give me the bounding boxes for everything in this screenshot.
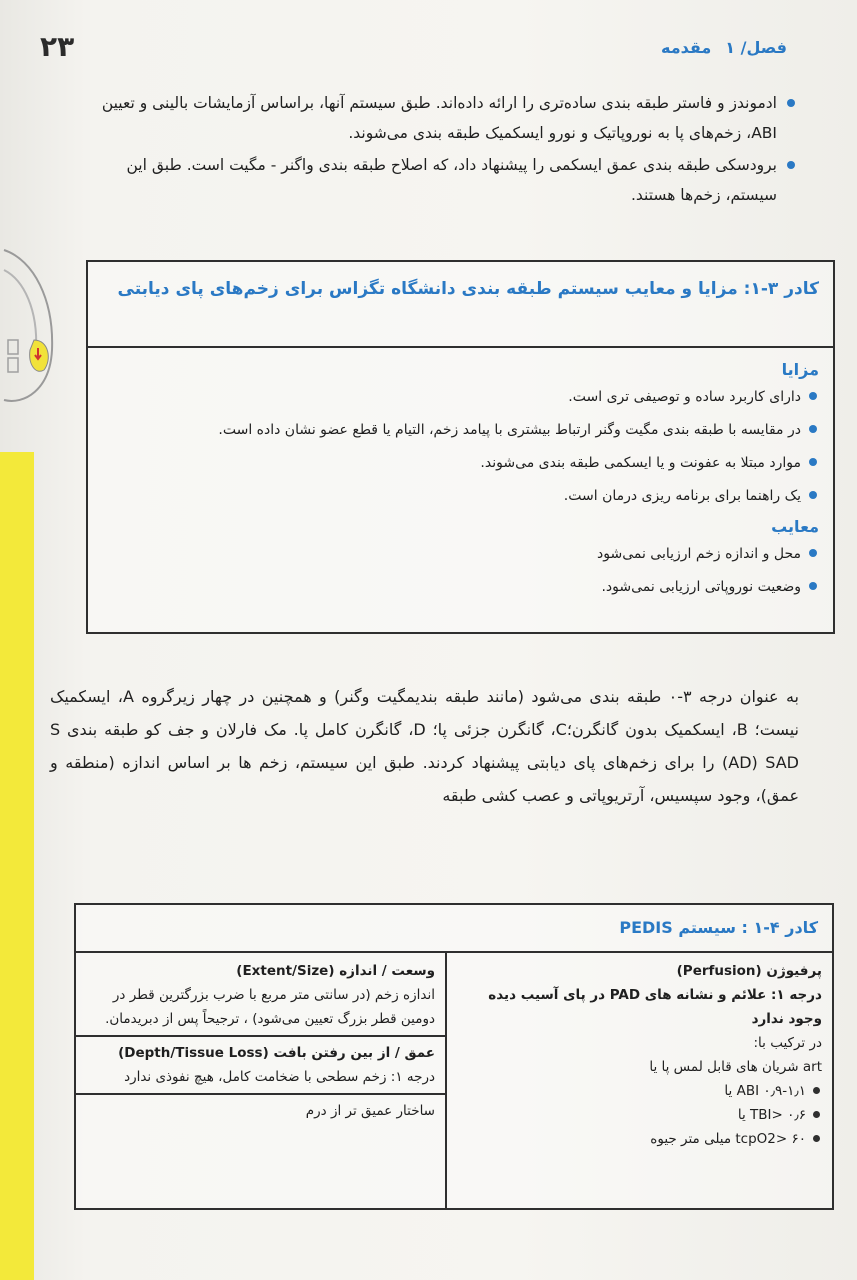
- bullet-brodsky: برودسکی طبقه بندی عمق ایسکمی را پیشنهاد داد، که اصلاح طبقه بندی واگنر - مگیت است. طبق این سیستم، زخم‌ها هستند.: [78, 150, 797, 210]
- extent-text: اندازه زخم (در سانتی متر مربع با ضرب بزرگترین قطر در دومین قطر بزرگ تعیین می‌شود) ، ترجیحاً پس از دبریدمان.: [105, 987, 435, 1027]
- combo-label: در ترکیب با:: [753, 1035, 822, 1051]
- advantages-list: [102, 381, 819, 513]
- box2-title: کادر ۴-۱ : سیستم PEDIS: [76, 905, 832, 953]
- page-header: [40, 30, 787, 64]
- box-pedis: [74, 903, 834, 1210]
- intro-bullets: [78, 88, 797, 212]
- list-item: یک راهنما برای برنامه ریزی درمان است.: [102, 480, 819, 513]
- yellow-edge-tab: [0, 452, 34, 1280]
- depth-grade1: درجه ۱: زخم سطحی با ضخامت کامل، هیچ نفوذی ندارد: [124, 1069, 435, 1085]
- list-item: TBI> ۰٫۶ یا: [457, 1103, 822, 1127]
- art-line: art شریان های قابل لمس پا یا: [649, 1059, 822, 1075]
- chapter-label: فصل/ ۱: [725, 37, 787, 57]
- box-ut-classification: [86, 260, 835, 634]
- divider: [76, 1035, 445, 1037]
- chapter-title: مقدمه: [661, 37, 712, 57]
- perfusion-cell: [445, 953, 832, 1210]
- list-item: موارد مبتلا به عفونت و یا ایسکمی طبقه بندی می‌شوند.: [102, 447, 819, 480]
- list-item: ABI ۰٫۹-۱٫۱ یا: [457, 1079, 822, 1103]
- list-item: محل و اندازه زخم ارزیابی نمی‌شود: [102, 538, 819, 571]
- foot-xray-icon: [0, 240, 64, 410]
- body-paragraph: به عنوان درجه ۳-۰ طبقه بندی می‌شود (مانند طبقه بندیمگیت وگنر) و همچنین در چهار زیرگروه A، ایسکمیک نیست؛ B، ایسکمیک بدون گانگرن؛C، گانگرن جزئی پا؛ D، گانگرن کامل پا. مک فارلان و جف کو طبقه بندی S (AD) SAD را برای زخم‌های پای دیابتی پیشنهاد کردند. طبق این سیستم، زخم ها بر اساس اندازه (منطقه و عمق)، وجود سپسیس، آرتریوپاتی و عصب کشی طبقه: [50, 687, 800, 805]
- perfusion-heading: پرفیوژن (Perfusion): [676, 963, 822, 979]
- depth-heading: عمق / از بین رفتن بافت (Depth/Tissue Loss): [118, 1045, 435, 1061]
- list-item: وضعیت نوروپاتی ارزیابی نمی‌شود.: [102, 571, 819, 604]
- page-number: ۲۳: [40, 30, 75, 63]
- box1-title: کادر ۳-۱: مزایا و معایب سیستم طبقه بندی دانشگاه تگزاس برای زخم‌های پای دیابتی: [88, 262, 833, 348]
- disadvantages-list: [102, 538, 819, 604]
- bullet-edmonds: ادموندز و فاستر طبقه بندی ساده‌تری را ارائه داده‌اند. طبق سیستم آنها، براساس آزمایشات بالینی و تعیین ABI، زخم‌های پا به نوروپاتیک و نورو ایسکمیک طبقه بندی می‌شوند.: [78, 88, 797, 148]
- extent-heading: وسعت / اندازه (Extent/Size): [236, 963, 435, 979]
- depth-extra: ساختار عمیق تر از درم: [305, 1103, 435, 1119]
- advantages-heading: مزایا: [781, 360, 819, 379]
- list-item: دارای کاربرد ساده و توصیفی تری است.: [102, 381, 819, 414]
- list-item: در مقایسه با طبقه بندی مگیت وگنر ارتباط بیشتری با پیامد زخم، التیام یا قطع عضو نشان داده است.: [102, 414, 819, 447]
- extent-depth-cell: [76, 953, 445, 1210]
- perfusion-grade1: درجه ۱: علائم و نشانه های PAD در پای آسیب دیده وجود ندارد: [488, 987, 822, 1027]
- disadvantages-heading: معایب: [771, 517, 819, 536]
- divider: [76, 1093, 445, 1095]
- list-item: tcpO2> ۶۰ میلی متر جیوه: [457, 1127, 822, 1151]
